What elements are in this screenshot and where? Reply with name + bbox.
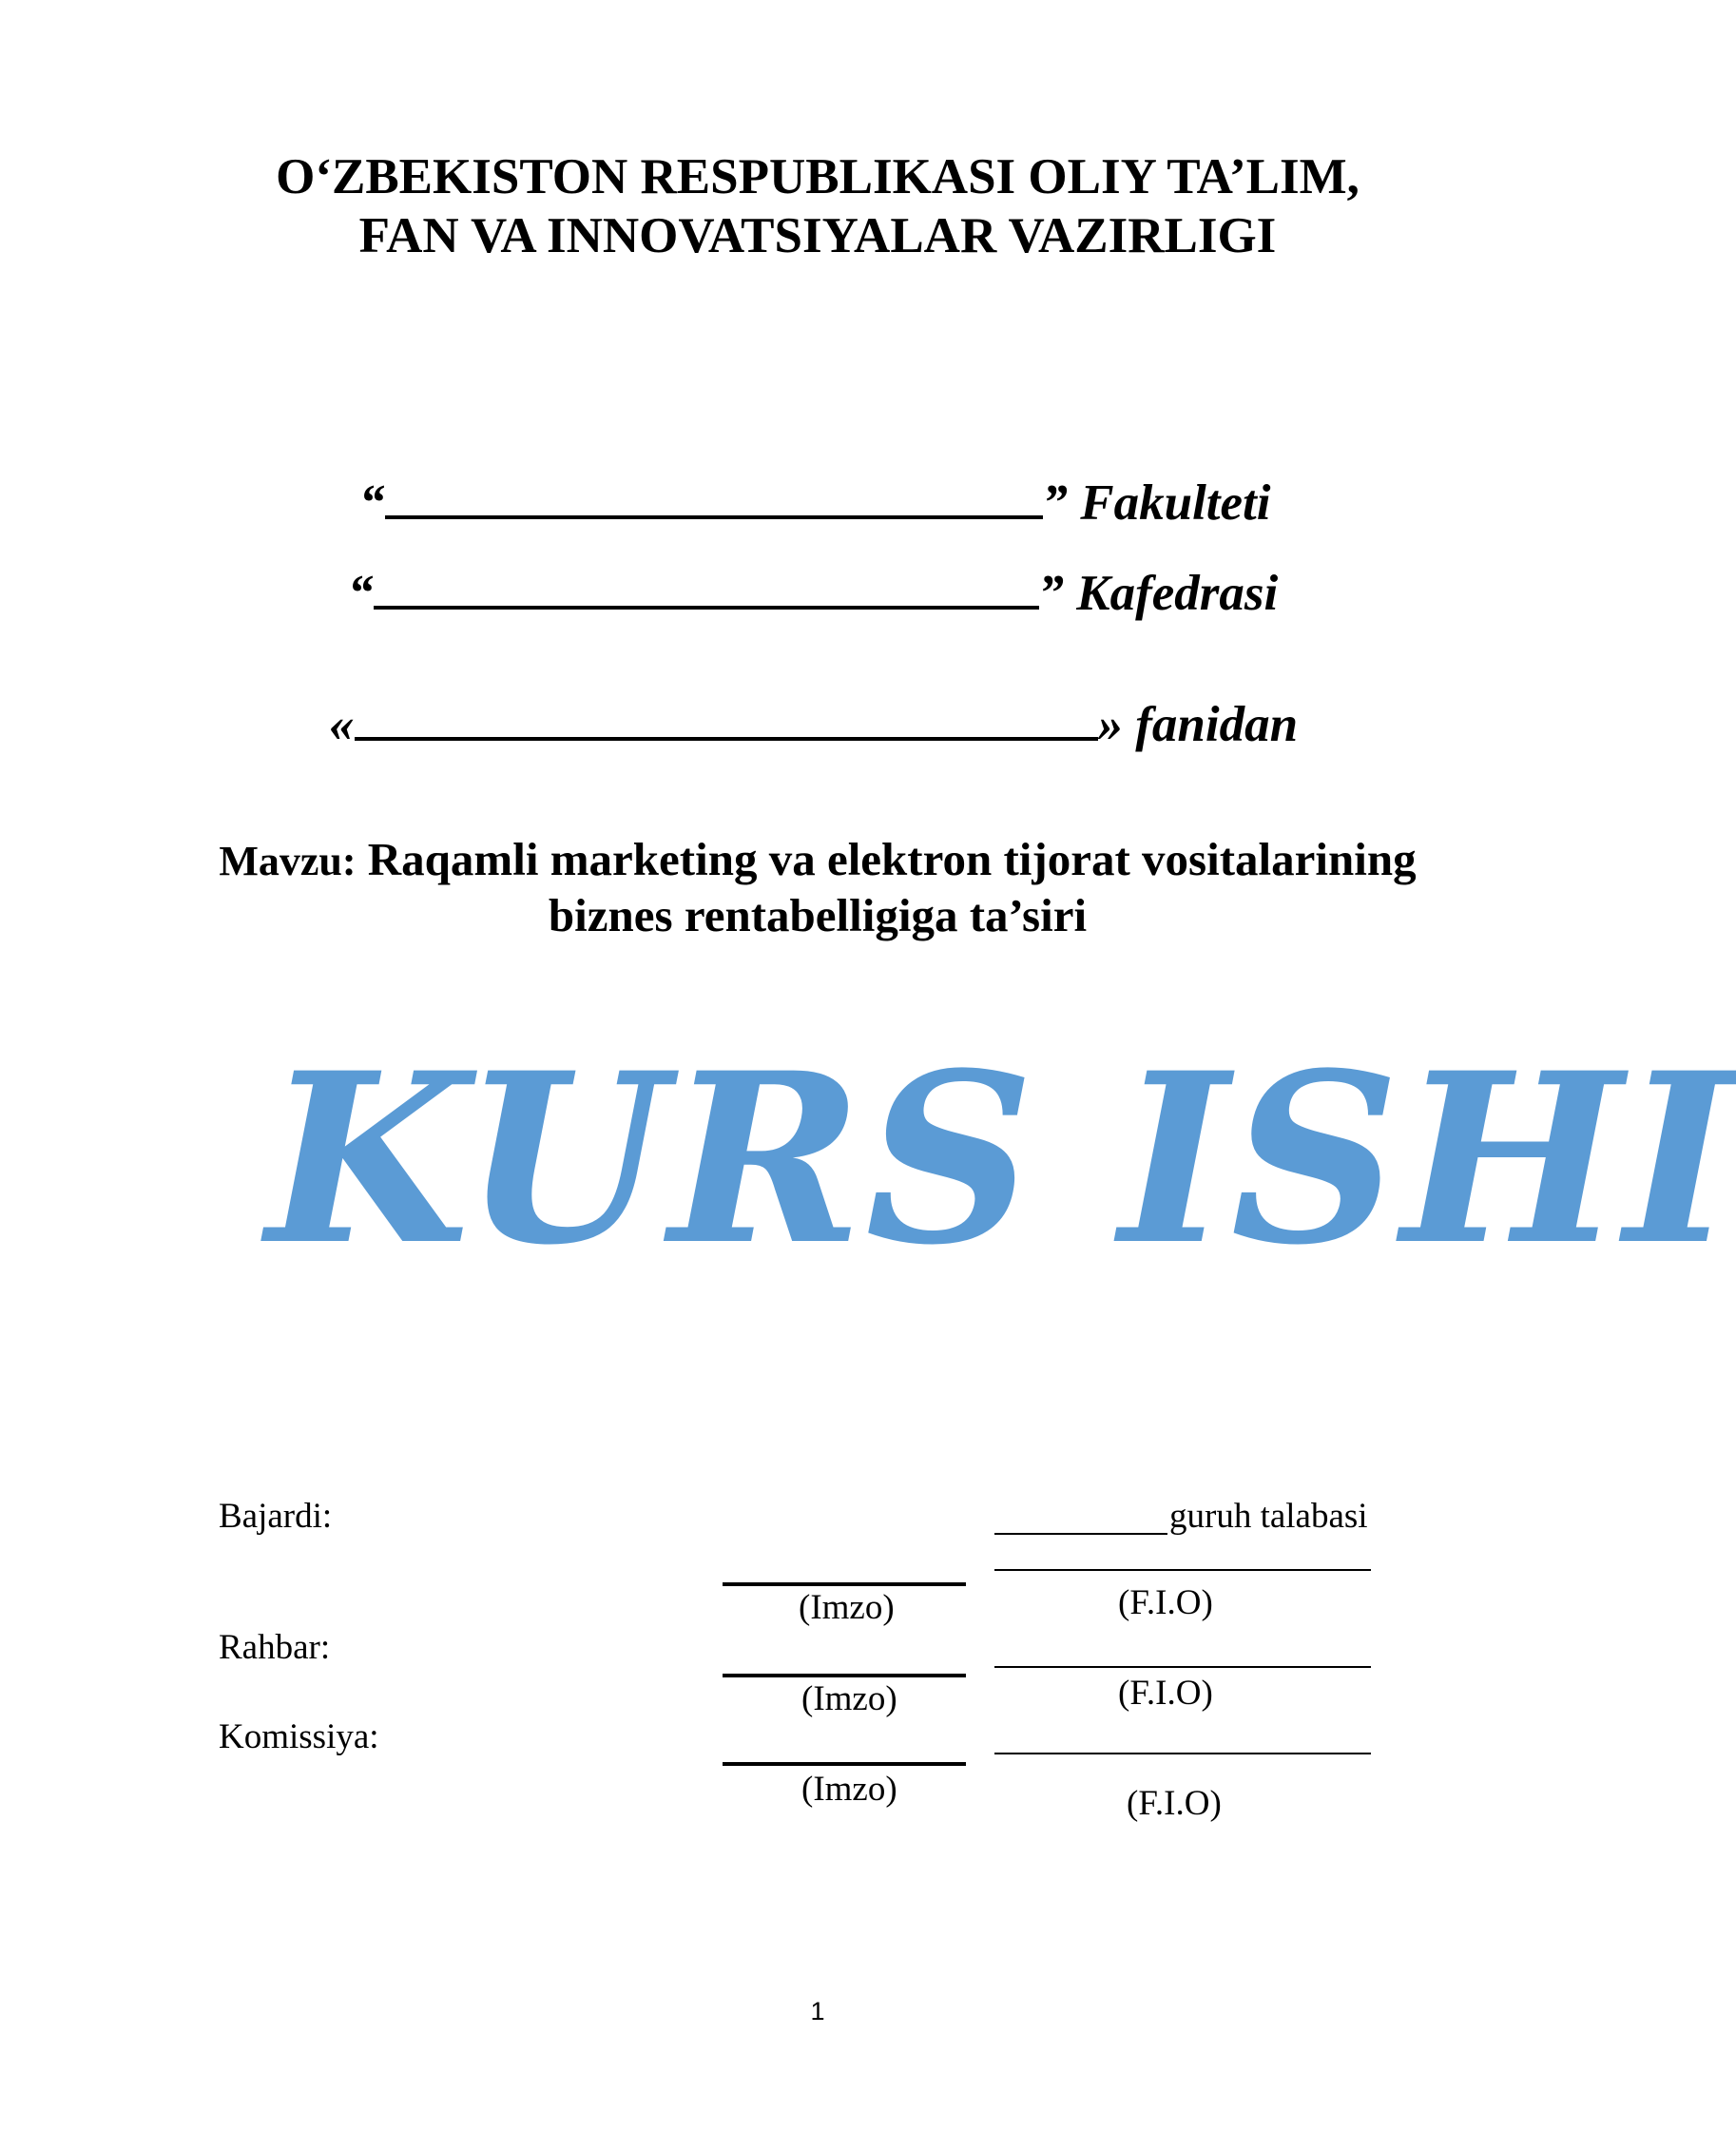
topic-title-line-2: biznes rentabelligiga ta’siri	[548, 889, 1088, 941]
performer-name-line	[994, 1569, 1371, 1571]
faculty-label: Fakulteti	[1080, 475, 1271, 531]
subject-close-quote: »	[1097, 697, 1123, 752]
subject-open-quote: «	[329, 697, 355, 752]
commission-label: Komissiya:	[219, 1717, 379, 1756]
supervisor-name-caption: (F.I.O)	[1118, 1674, 1213, 1713]
group-suffix: guruh talabasi	[1169, 1497, 1368, 1536]
topic-block	[0, 832, 1635, 942]
commission-name-caption: (F.I.O)	[1127, 1784, 1222, 1823]
ministry-line-1: O‘ZBEKISTON RESPUBLIKASI OLIY TA’LIM,	[276, 149, 1360, 204]
faculty-blank-line	[385, 474, 1043, 519]
document-type-title: KURS ISHI	[266, 1022, 1736, 1297]
supervisor-label: Rahbar:	[219, 1628, 331, 1667]
topic-label: Mavzu:	[219, 838, 357, 884]
department-open-quote: “	[348, 566, 374, 621]
department-close-quote: ”	[1038, 566, 1064, 621]
page-number: 1	[810, 1997, 825, 2025]
ministry-line-2: FAN VA INNOVATSIYALAR VAZIRLIGI	[358, 208, 1277, 263]
faculty-close-quote: ”	[1042, 475, 1068, 531]
supervisor-name-line	[994, 1666, 1371, 1668]
topic-line-1	[0, 832, 1635, 888]
group-number-line	[994, 1533, 1167, 1535]
supervisor-signature-line	[723, 1674, 966, 1677]
ministry-header	[0, 147, 1635, 265]
commission-signature-line	[723, 1762, 966, 1766]
commission-signature-caption: (Imzo)	[801, 1770, 897, 1809]
subject-blank-line	[355, 695, 1098, 741]
department-blank-line	[374, 564, 1039, 610]
topic-title-line-1: Raqamli marketing va elektron tijorat vositalarining	[367, 833, 1417, 885]
performer-name-caption: (F.I.O)	[1118, 1583, 1213, 1622]
commission-name-line	[994, 1753, 1371, 1754]
supervisor-signature-caption: (Imzo)	[801, 1679, 897, 1718]
department-label: Kafedrasi	[1076, 566, 1279, 621]
performer-signature-caption: (Imzo)	[799, 1588, 895, 1627]
subject-label: fanidan	[1135, 697, 1299, 752]
performer-signature-line	[723, 1582, 966, 1586]
faculty-open-quote: “	[359, 475, 385, 531]
performer-label: Bajardi:	[219, 1497, 333, 1536]
